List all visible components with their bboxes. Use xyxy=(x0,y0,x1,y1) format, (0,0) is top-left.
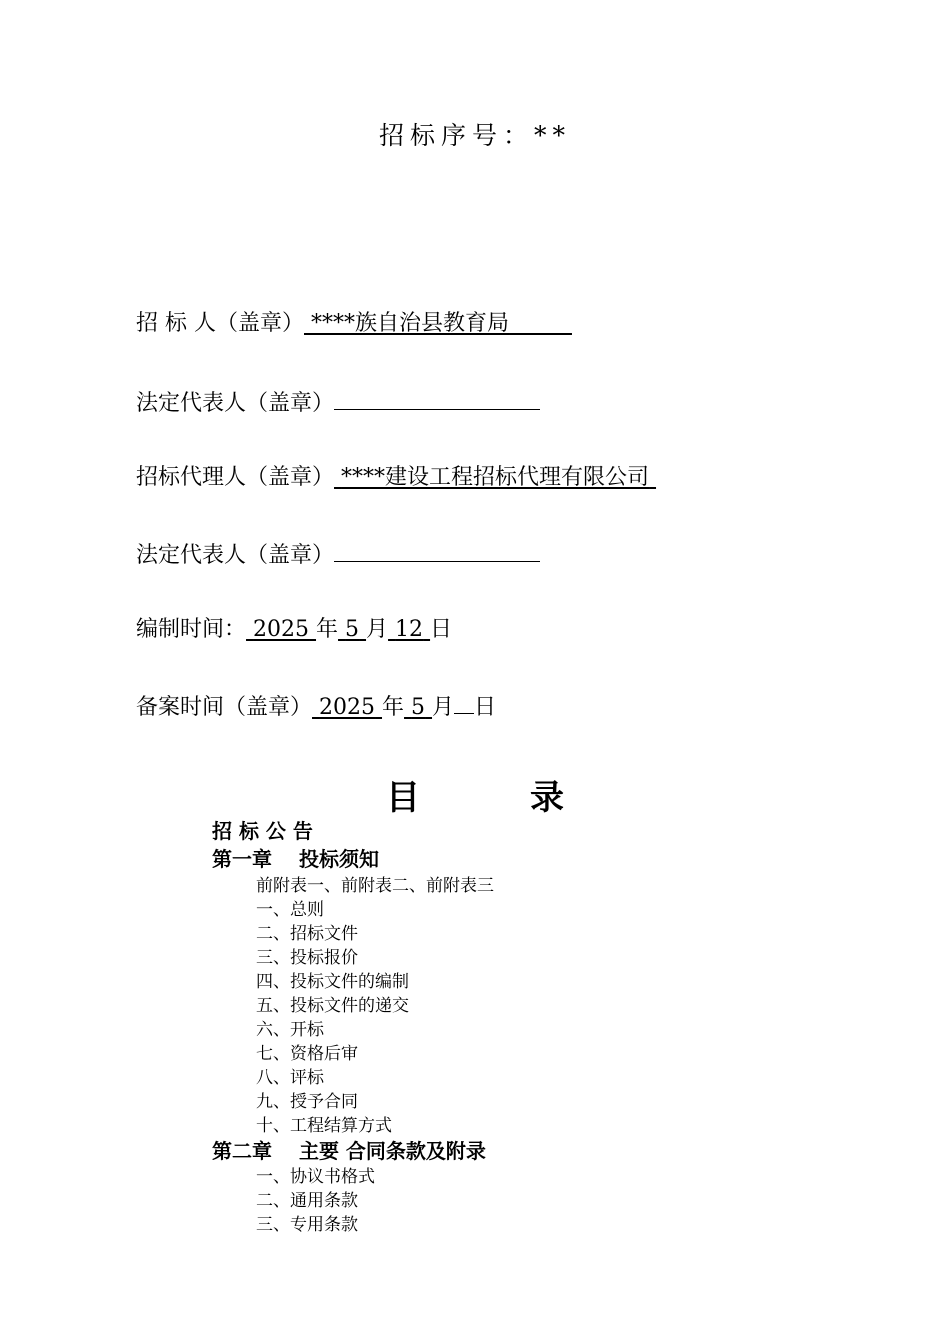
toc-subitem: 六、开标 xyxy=(256,1020,324,1040)
tenderer-value: ****族自治县教育局 xyxy=(311,311,510,336)
toc-chapter-1: 第一章 投标须知 xyxy=(212,847,379,871)
compile-date-field: 编制时间： 2025 年 5 月 12 日 xyxy=(136,617,453,642)
toc-subitem: 三、投标报价 xyxy=(256,948,358,968)
toc-title: 目 录 xyxy=(386,778,564,818)
toc-subitem: 八、评标 xyxy=(256,1068,324,1088)
toc-subitem: 二、通用条款 xyxy=(256,1191,358,1211)
serial-label: 招标序号： xyxy=(378,121,534,150)
record-label: 备案时间（盖章） xyxy=(136,695,313,720)
toc-chapter-2: 第二章 主要 合同条款及附录 xyxy=(212,1139,486,1163)
toc-subitem: 五、投标文件的递交 xyxy=(256,996,409,1016)
agent-label: 招标代理人（盖章） xyxy=(136,465,335,490)
agent-legal-representative-field xyxy=(136,538,540,569)
toc-subitem: 三、专用条款 xyxy=(256,1215,358,1235)
tenderer-field xyxy=(136,306,572,337)
agent-field xyxy=(136,460,656,491)
toc-subitem: 一、协议书格式 xyxy=(256,1167,375,1187)
legal-rep-label: 法定代表人（盖章） xyxy=(136,391,335,416)
toc-subitem: 七、资格后审 xyxy=(256,1044,358,1064)
toc-subitem: 一、总则 xyxy=(256,900,324,920)
tender-serial-number xyxy=(0,116,950,152)
legal-rep-signature-line xyxy=(334,409,540,410)
compile-day: 12 xyxy=(395,617,424,642)
agent-value: ****建设工程招标代理有限公司 xyxy=(341,465,650,490)
record-year: 2025 xyxy=(319,695,376,720)
compile-label: 编制时间： xyxy=(136,617,247,642)
toc-subitem: 九、授予合同 xyxy=(256,1092,358,1112)
legal-rep2-label: 法定代表人（盖章） xyxy=(136,543,335,568)
legal-rep2-signature-line xyxy=(334,561,540,562)
toc-subitem: 四、投标文件的编制 xyxy=(256,972,409,992)
compile-year: 2025 xyxy=(253,617,310,642)
toc-item-notice: 招 标 公 告 xyxy=(212,819,313,843)
serial-value: ** xyxy=(534,121,571,150)
record-date-field: 备案时间（盖章） 2025 年 5 月 日 xyxy=(136,695,497,720)
toc-subitem: 二、招标文件 xyxy=(256,924,358,944)
record-day-blank xyxy=(454,713,474,714)
legal-representative-field xyxy=(136,386,540,417)
record-month: 5 xyxy=(411,695,426,720)
toc-subitem: 前附表一、前附表二、前附表三 xyxy=(256,876,494,896)
compile-month: 5 xyxy=(345,617,360,642)
tenderer-label: 招 标 人（盖章） xyxy=(136,311,304,336)
toc-subitem: 十、工程结算方式 xyxy=(256,1116,392,1136)
